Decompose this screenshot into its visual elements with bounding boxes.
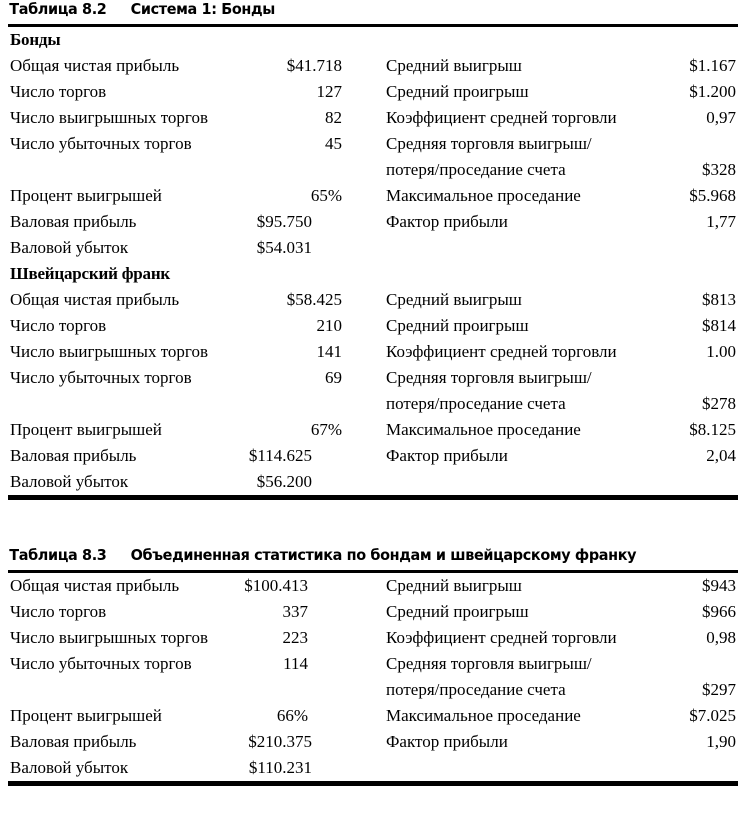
row-label: Число торгов [10, 82, 107, 101]
table-row [378, 417, 746, 443]
table-row [378, 443, 746, 469]
row-label: Средний проигрыш [386, 82, 529, 101]
section-swiss-franc-columns [0, 287, 746, 495]
table-row [0, 703, 378, 729]
row-label: Фактор прибыли [386, 446, 508, 465]
table-row [378, 677, 746, 703]
table-row [0, 53, 378, 79]
row-value: 67% [310, 420, 342, 439]
row-label: Средняя торговля выигрыш/ [386, 654, 592, 673]
row-value: 1,90 [706, 732, 736, 751]
row-value: $1.200 [689, 82, 736, 101]
table-row [0, 755, 378, 781]
table-row [0, 313, 378, 339]
table-row [378, 53, 746, 79]
row-label: Валовая прибыль [10, 732, 137, 751]
row-label: Валовая прибыль [10, 446, 137, 465]
row-label: Максимальное проседание [386, 186, 581, 205]
row-value: 127 [316, 82, 342, 101]
row-value: $813 [702, 290, 736, 309]
table-8-3-right-column [378, 573, 746, 755]
row-label: потеря/проседание счета [386, 160, 566, 179]
row-label: потеря/проседание счета [386, 680, 566, 699]
table-row [0, 651, 378, 677]
row-value: 223 [282, 628, 308, 647]
row-label: Общая чистая прибыль [10, 56, 180, 75]
row-label: Коэффициент средней торговли [386, 342, 617, 361]
table-row [378, 79, 746, 105]
row-label: Число выигрышных торгов [10, 342, 209, 361]
row-label: Число выигрышных торгов [10, 108, 209, 127]
table-row [378, 287, 746, 313]
row-label: Средний выигрыш [386, 576, 522, 595]
table-row [0, 131, 378, 157]
table-row [0, 183, 378, 209]
row-spacer [0, 677, 378, 703]
row-value: 1.00 [706, 342, 736, 361]
table-row [0, 599, 378, 625]
row-value: 0,97 [706, 108, 736, 127]
table-8-2-caption-title: Система 1: Бонды [130, 0, 275, 18]
table-row [378, 703, 746, 729]
row-label: Число убыточных торгов [10, 134, 192, 153]
row-value: $114.625 [248, 446, 312, 465]
row-label: Число торгов [10, 316, 107, 335]
table-row [378, 183, 746, 209]
row-value: $8.125 [689, 420, 736, 439]
row-label: Средний выигрыш [386, 56, 522, 75]
row-value: $58.425 [286, 290, 342, 309]
row-label: Валовой убыток [10, 758, 129, 777]
table-row [0, 729, 378, 755]
table-row [378, 105, 746, 131]
row-value: $110.231 [248, 758, 312, 777]
table-row [0, 365, 378, 391]
table-8-3-bottom-rule [8, 781, 738, 786]
row-label: Максимальное проседание [386, 420, 581, 439]
row-label: Число выигрышных торгов [10, 628, 209, 647]
row-label: Максимальное проседание [386, 706, 581, 725]
row-label: Фактор прибыли [386, 212, 508, 231]
table-row [378, 209, 746, 235]
section-bonds [0, 27, 746, 261]
table-8-3-columns [0, 573, 746, 781]
row-spacer [0, 391, 378, 417]
row-value: $814 [702, 316, 736, 335]
row-label: Общая чистая прибыль [10, 290, 180, 309]
row-value: $966 [702, 602, 736, 621]
row-value: $5.968 [689, 186, 736, 205]
section-bonds-left-column [0, 53, 378, 261]
table-8-2-body [0, 27, 746, 495]
table-row [378, 573, 746, 599]
row-label: Общая чистая прибыль [10, 576, 180, 595]
table-row [0, 625, 378, 651]
row-value: $56.200 [256, 472, 312, 491]
table-row [378, 365, 746, 391]
row-value: 1,77 [706, 212, 736, 231]
table-row [0, 469, 378, 495]
row-label: Число торгов [10, 602, 107, 621]
section-swiss-franc [0, 261, 746, 495]
table-row [0, 339, 378, 365]
row-value: $328 [702, 160, 736, 179]
section-bonds-right-column [378, 53, 746, 235]
row-value: $95.750 [256, 212, 312, 231]
row-value: 69 [325, 368, 342, 387]
table-row [0, 573, 378, 599]
row-label: Число убыточных торгов [10, 368, 192, 387]
row-label: Число убыточных торгов [10, 654, 192, 673]
row-label: Процент выигрышей [10, 706, 162, 725]
tables-gap [0, 500, 746, 546]
table-8-3-left-column [0, 573, 378, 781]
table-row [378, 599, 746, 625]
table-8-2-caption [0, 0, 694, 18]
table-8-2-caption-number: Таблица 8.2 [9, 0, 107, 18]
table-row [0, 287, 378, 313]
row-label: потеря/проседание счета [386, 394, 566, 413]
table-row [378, 391, 746, 417]
row-value: $943 [702, 576, 736, 595]
row-value: $100.413 [244, 576, 308, 595]
row-value: $54.031 [256, 238, 312, 257]
section-swiss-franc-left-column [0, 287, 378, 495]
row-value: 337 [282, 602, 308, 621]
row-label: Коэффициент средней торговли [386, 628, 617, 647]
table-8-3-caption-title: Объединенная статистика по бондам и швейцарскому франку [130, 546, 637, 564]
row-label: Процент выигрышей [10, 420, 162, 439]
row-label: Коэффициент средней торговли [386, 108, 617, 127]
row-label: Средний проигрыш [386, 602, 529, 621]
table-row [378, 131, 746, 157]
table-row [0, 417, 378, 443]
row-spacer [0, 157, 378, 183]
row-value: 141 [316, 342, 342, 361]
row-label: Валовой убыток [10, 238, 129, 257]
section-bonds-columns [0, 53, 746, 261]
row-label: Средняя торговля выигрыш/ [386, 368, 592, 387]
section-bonds-heading: Бонды [10, 30, 61, 49]
row-label: Процент выигрышей [10, 186, 162, 205]
row-value: $7.025 [689, 706, 736, 725]
row-label: Валовая прибыль [10, 212, 137, 231]
row-value: $210.375 [248, 732, 312, 751]
row-value: 82 [325, 108, 342, 127]
row-value: $278 [702, 394, 736, 413]
row-label: Валовой убыток [10, 472, 129, 491]
row-value: 45 [325, 134, 342, 153]
table-8-3-body [0, 573, 746, 781]
table-row [378, 313, 746, 339]
table-row [0, 443, 378, 469]
row-label: Фактор прибыли [386, 732, 508, 751]
table-row [378, 651, 746, 677]
table-8-3-caption-number: Таблица 8.3 [9, 546, 107, 564]
row-value: 2,04 [706, 446, 736, 465]
table-row [378, 339, 746, 365]
table-row [0, 105, 378, 131]
table-row [378, 729, 746, 755]
row-label: Средний проигрыш [386, 316, 529, 335]
row-value: $41.718 [286, 56, 342, 75]
row-value: 0,98 [706, 628, 736, 647]
table-8-3-caption [0, 546, 694, 564]
row-value: 210 [316, 316, 342, 335]
table-row [0, 79, 378, 105]
row-value: 66% [276, 706, 308, 725]
table-row [0, 235, 378, 261]
row-value: $1.167 [689, 56, 736, 75]
row-label: Средний выигрыш [386, 290, 522, 309]
table-row [378, 157, 746, 183]
row-value: $297 [702, 680, 736, 699]
row-value: 114 [283, 654, 308, 673]
section-swiss-franc-heading: Швейцарский франк [10, 264, 171, 283]
row-value: 65% [310, 186, 342, 205]
table-row [0, 209, 378, 235]
row-label: Средняя торговля выигрыш/ [386, 134, 592, 153]
section-swiss-franc-right-column [378, 287, 746, 469]
table-8-3 [0, 546, 746, 786]
table-row [378, 625, 746, 651]
